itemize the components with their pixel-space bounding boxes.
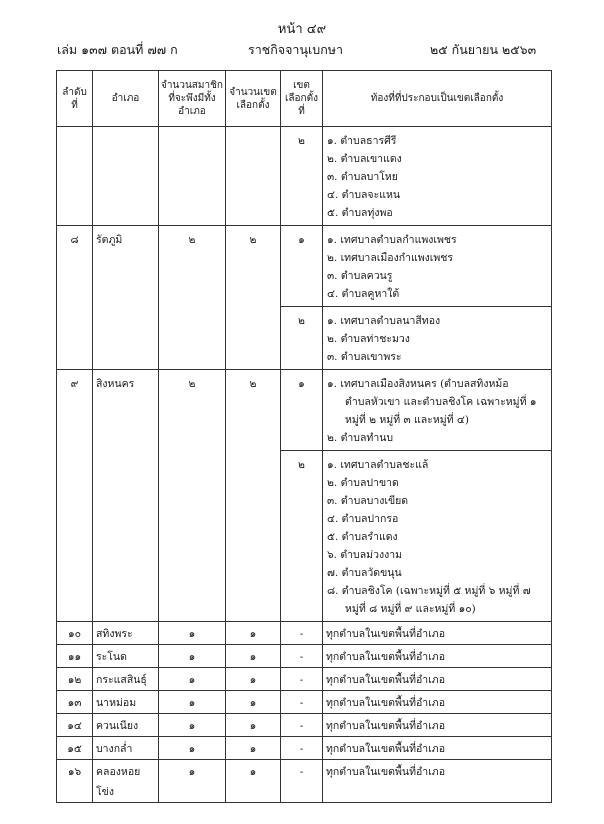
cell-seq: ๑๐ [57, 622, 93, 645]
table-header-row [57, 71, 552, 127]
cell-seq: ๘ [57, 226, 93, 370]
area-item: ๑. เทศบาลตำบลนาสีทอง [327, 315, 441, 327]
cell-areas [323, 370, 552, 451]
area-item: ๑. เทศบาลเมืองสิงหนคร (ตำบลสทิงหม้อ [327, 378, 509, 390]
cell-district: รัตภูมิ [93, 226, 159, 370]
table-row [57, 760, 552, 803]
cell-members: ๑ [159, 668, 226, 691]
cell-zone-number: ๒ [281, 307, 323, 370]
area-item: ๓. ตำบลบางเขียด [327, 495, 409, 507]
cell-members: ๑ [159, 737, 226, 760]
cell-district: ควนเนียง [93, 714, 159, 737]
cell-seq: ๑๕ [57, 737, 93, 760]
area-item: ๑. เทศบาลตำบลกำแพงเพชร [327, 234, 457, 246]
area-item: ๔. ตำบลคูหาใต้ [327, 288, 400, 300]
table-row [57, 691, 552, 714]
area-item: ๒. ตำบลทำนบ [327, 432, 394, 444]
cell-areas [323, 451, 552, 622]
cell-seq: ๑๔ [57, 714, 93, 737]
area-item: หมู่ที่ ๒ หมู่ที่ ๓ และหมู่ที่ ๔) [345, 414, 469, 426]
table-row [57, 127, 552, 226]
cell-zone-number: - [281, 691, 323, 714]
col-header-members: จำนวนสมาชิกที่จะพึงมีทั้งอำเภอ [159, 71, 226, 127]
cell-district: กระแสสินธุ์ [93, 668, 159, 691]
area-item: ๓. ตำบลควนรู [327, 270, 393, 282]
cell-seq [57, 127, 93, 226]
cell-areas: ทุกตำบลในเขตพื้นที่อำเภอ [323, 737, 552, 760]
col-header-zone-no: เขตเลือกตั้งที่ [281, 71, 323, 127]
cell-members: ๑ [159, 622, 226, 645]
cell-areas: ทุกตำบลในเขตพื้นที่อำเภอ [323, 645, 552, 668]
cell-district: บางกล่ำ [93, 737, 159, 760]
gazette-title: ราชกิจจานุเบกษา [248, 42, 344, 57]
cell-zones: ๑ [226, 737, 281, 760]
area-item: ๖. ตำบลม่วงงาม [327, 549, 403, 561]
cell-areas [323, 307, 552, 370]
col-header-zones: จำนวนเขตเลือกตั้ง [226, 71, 281, 127]
cell-areas [323, 127, 552, 226]
cell-members: ๑ [159, 714, 226, 737]
area-item: ๘. ตำบลชิงโค (เฉพาะหมู่ที่ ๕ หมู่ที่ ๖ หมู่ที่ ๗ [327, 585, 531, 597]
cell-areas: ทุกตำบลในเขตพื้นที่อำเภอ [323, 760, 552, 803]
cell-district: สิงหนคร [93, 370, 159, 622]
cell-district: ระโนด [93, 645, 159, 668]
table-row [57, 370, 552, 451]
cell-zone-number: - [281, 668, 323, 691]
cell-areas: ทุกตำบลในเขตพื้นที่อำเภอ [323, 668, 552, 691]
cell-zone-number: - [281, 622, 323, 645]
cell-areas [323, 226, 552, 307]
cell-zone-number: - [281, 714, 323, 737]
cell-zones: ๑ [226, 760, 281, 803]
col-header-areas: ท้องที่ที่ประกอบเป็นเขตเลือกตั้ง [323, 71, 552, 127]
area-item: ๒. ตำบลท่าชะมวง [327, 333, 410, 345]
cell-seq: ๑๒ [57, 668, 93, 691]
table-row [57, 714, 552, 737]
area-item: ตำบลหัวเขา และตำบลชิงโค เฉพาะหมู่ที่ ๑ [345, 396, 537, 408]
cell-zones: ๑ [226, 714, 281, 737]
cell-seq: ๙ [57, 370, 93, 622]
area-item: ๔. ตำบลปากรอ [327, 513, 399, 525]
electoral-district-table [56, 70, 552, 803]
cell-zone-number: ๒ [281, 127, 323, 226]
area-item: ๗. ตำบลวัดขนุน [327, 567, 402, 579]
area-item: หมู่ที่ ๘ หมู่ที่ ๙ และหมู่ที่ ๑๐) [345, 603, 476, 615]
cell-members: ๑ [159, 645, 226, 668]
col-header-seq: ลำดับที่ [57, 71, 93, 127]
cell-zones: ๒ [226, 370, 281, 622]
table-row [57, 645, 552, 668]
table-row [57, 622, 552, 645]
cell-district [93, 127, 159, 226]
cell-district: นาหม่อม [93, 691, 159, 714]
cell-members: ๑ [159, 691, 226, 714]
area-item: ๕. ตำบลทุ่งพอ [327, 207, 393, 219]
area-item: ๓. ตำบลเขาพระ [327, 351, 402, 363]
cell-seq: ๑๖ [57, 760, 93, 803]
cell-district: สทิงพระ [93, 622, 159, 645]
cell-members: ๒ [159, 370, 226, 622]
cell-seq: ๑๓ [57, 691, 93, 714]
cell-zones [226, 127, 281, 226]
area-item: ๑. เทศบาลตำบลชะแล้ [327, 459, 429, 471]
area-item: ๓. ตำบลบาโหย [327, 171, 398, 183]
cell-zones: ๑ [226, 668, 281, 691]
cell-members: ๑ [159, 760, 226, 803]
cell-zone-number: ๑ [281, 226, 323, 307]
area-item: ๕. ตำบลรำแดง [327, 531, 398, 543]
cell-members: ๒ [159, 226, 226, 370]
area-item: ๒. ตำบลเขาแดง [327, 153, 402, 165]
publication-date: ๒๕ กันยายน ๒๕๖๓ [430, 42, 537, 57]
cell-zone-number: ๑ [281, 370, 323, 451]
cell-zone-number: - [281, 645, 323, 668]
cell-zones: ๒ [226, 226, 281, 370]
cell-zones: ๑ [226, 645, 281, 668]
cell-zone-number: - [281, 737, 323, 760]
table-row [57, 737, 552, 760]
cell-members [159, 127, 226, 226]
table-row [57, 668, 552, 691]
area-item: ๒. ตำบลปาขาด [327, 477, 399, 489]
cell-zones: ๑ [226, 622, 281, 645]
cell-zones: ๑ [226, 691, 281, 714]
cell-areas: ทุกตำบลในเขตพื้นที่อำเภอ [323, 691, 552, 714]
cell-zone-number: ๒ [281, 451, 323, 622]
cell-areas: ทุกตำบลในเขตพื้นที่อำเภอ [323, 622, 552, 645]
area-item: ๑. ตำบลธารศีรี [327, 135, 397, 147]
cell-district: คลองหอยโข่ง [93, 760, 159, 803]
cell-seq: ๑๑ [57, 645, 93, 668]
col-header-district: อำเภอ [93, 71, 159, 127]
area-item: ๒. เทศบาลเมืองกำแพงเพชร [327, 252, 454, 264]
cell-areas: ทุกตำบลในเขตพื้นที่อำเภอ [323, 714, 552, 737]
cell-zone-number: - [281, 760, 323, 803]
page-number: หน้า ๔๙ [277, 22, 327, 37]
area-item: ๔. ตำบลจะแหน [327, 189, 401, 201]
volume-issue: เล่ม ๑๓๗ ตอนที่ ๗๗ ก [57, 42, 178, 57]
table-row [57, 226, 552, 307]
